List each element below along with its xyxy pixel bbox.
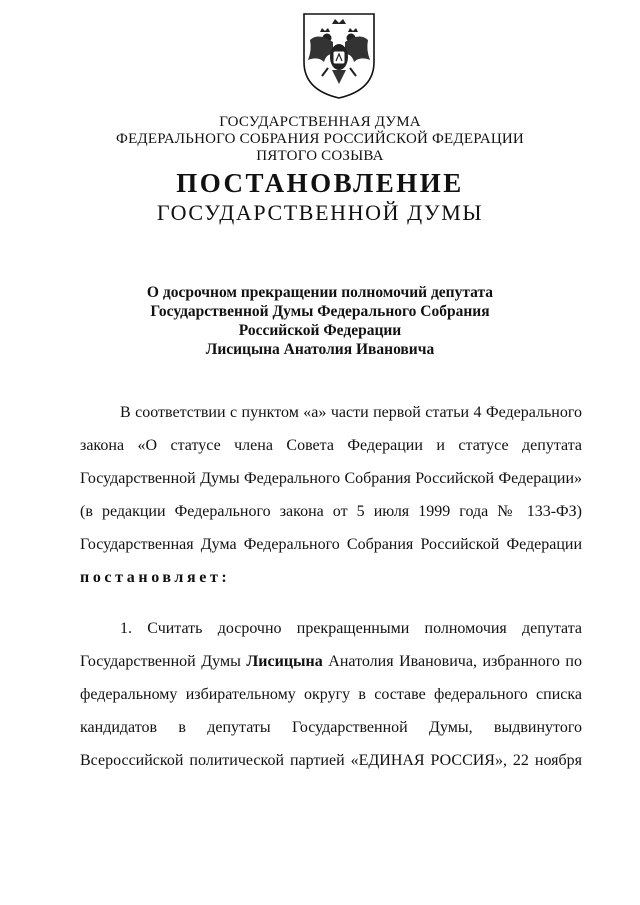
preamble-paragraph bbox=[80, 396, 582, 594]
preamble-line-2: закона «О статусе члена Совета Федерации и статусе депутата bbox=[80, 437, 582, 454]
preamble-line-4: (в редакции Федерального закона от 5 июля 1999 года № 133-ФЗ) bbox=[80, 503, 582, 520]
item-1-line-3: федеральному избирательному округу в составе федерального списка bbox=[80, 686, 582, 703]
item-1-line-2-end: Анатолия Ивановича, избранного по bbox=[322, 653, 582, 670]
org-name-line-2: ФЕДЕРАЛЬНОГО СОБРАНИЯ РОССИЙСКОЙ ФЕДЕРАЦИИ bbox=[116, 131, 524, 147]
subject-line-1: О досрочном прекращении полномочий депутата bbox=[146, 284, 494, 301]
coat-of-arms-emblem bbox=[298, 10, 380, 100]
convocation-line: ПЯТОГО СОЗЫВА bbox=[256, 148, 384, 164]
subject-line-3: Российской Федерации bbox=[238, 322, 402, 339]
item-1-paragraph bbox=[80, 612, 582, 777]
document-type-title: ПОСТАНОВЛЕНИЕ bbox=[176, 168, 464, 198]
resolves-word: постановляет: bbox=[80, 569, 231, 586]
item-1-line-5: Всероссийской политической партией «ЕДИНАЯ РОССИЯ», 22 ноября bbox=[80, 752, 582, 769]
item-1-line-2 bbox=[80, 645, 582, 678]
subject-line-4: Лисицына Анатолия Ивановича bbox=[205, 341, 435, 358]
preamble-line-3: Государственной Думы Федерального Собрания Российской Федерации» bbox=[80, 470, 582, 487]
item-1-line-1: 1. Считать досрочно прекращенными полномочия депутата bbox=[120, 620, 582, 637]
deputy-surname: Лисицына bbox=[246, 653, 323, 670]
document-issuer-title: ГОСУДАРСТВЕННОЙ ДУМЫ bbox=[156, 200, 484, 225]
item-1-line-4: кандидатов в депутаты Государственной Думы, выдвинутого bbox=[80, 719, 582, 736]
preamble-line-1: В соответствии с пунктом «а» части первой статьи 4 Федерального bbox=[120, 404, 582, 421]
item-1-line-2-start: Государственной Думы bbox=[80, 653, 247, 670]
preamble-line-5: Государственная Дума Федерального Собрания Российской Федерации bbox=[80, 536, 582, 553]
subject-line-2: Государственной Думы Федерального Собрания bbox=[150, 303, 490, 320]
org-name-line-1: ГОСУДАРСТВЕННАЯ ДУМА bbox=[219, 114, 421, 130]
